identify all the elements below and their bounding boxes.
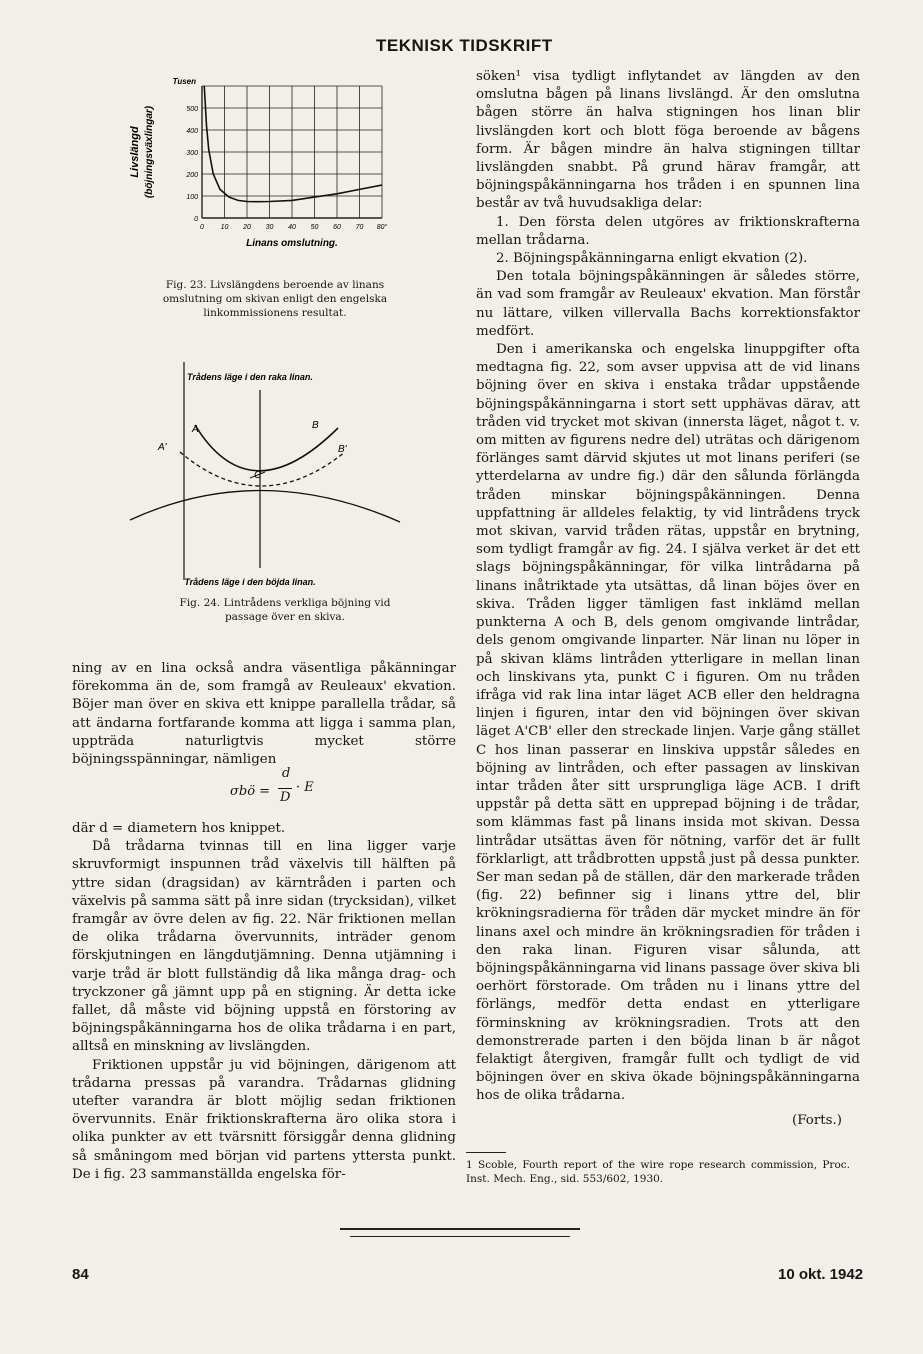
right-column bbox=[476, 68, 860, 1130]
right-paragraph-3: Den i amerikanska och engelska linuppgifter ofta medtagna fig. 22, som avser uppvisa att de vid linans böjning över en skiva i enstaka trådar uppstående böjningspåkänningarna i stort sett upphävas därav, att tråden vid trycket mot skivan (innersta läget, något t. v. om mitten av figurens nedre del) uträtas och därigenom förlänges samt därvid skjutes ut mot linans periferi (se ytterdelarna av undre fig.) där den sålunda förlängda tråden minskar böjningspåkänningen. Denna uppfattning är alldeles felaktig, ty vid lintrådens tryck mot skivan, varvid tråden rätas, uppstår en brytning, som tydligt framgår av fig. 24. I själva verket är det ett slags böjningspåkänningar, för vilka lintrådarna på linans inåtriktade yta utsättas, då linan böjes över en skiva. Tråden ligger tämligen fast inklämd mellan punkterna A och B, dels genom omgivande lintrådar, dels genom omgivande linparter. När linan nu löper in på skivan kläms lintråden ytterligare in mellan linan och linskivans yta, punkt C i figuren. Om nu tråden ifråga vid rak lina intar läget ACB eller den heldragna linjen i figuren, intar den vid böjningen över skivan läget A'CB' eller den streckade linjen. Varje gång stället C hos linan passerar en linskiva uppstår således en böjning av lintråden, och efter passagen av linskivan intar tråden åter sitt ursprungliga läge ACB. I drift uppstår på detta sätt en upprepad böjning i de trådar, som klämmas fast på linans insida mot skivan. Dessa lintrådar utsättas även för nötning, varför det är fullt förklarligt, att trådbrotten uppstå just på dessa punkter. Ser man sedan på de ställen, där den markerade tråden (fig. 22) befinner sig i linans yttre del, blir krökningsradierna för tråden där mycket mindre än för linans axel och mindre än krökningsradien för tråden i den raka linan. Figuren visar sålunda, att böjningspåkänningarna vid linans passage över skiva bli oerhört förstorade. Om tråden nu i linans yttre del förlängs, medför detta endast en ytterligare förminskning av krökningsradien. Trots att den demonstrerade parten i den böjda linan b är något felaktigt återgiven, framgår fullt och tydligt de vid böjningen över en skiva ökade böjningspåkänningarna hos de olika trådarna. bbox=[476, 342, 860, 1104]
right-item-2: 2. Böjningspåkänningarna enligt ekvation (2). bbox=[496, 251, 808, 267]
right-paragraph-1: söken¹ visa tydligt inflytandet av längden av den omslutna bågen på linans livslängd. Är den omslutna bågen större än halva stigningen hos linan blir livslängden kort och blott föga beroende av bågens form. Är bågen mindre än halva stigningen tilltar livslängden snabbt. På grund härav framgår, att böjningspåkänningarna hos tråden i en spunnen lina består av två huvudsakliga delar: bbox=[476, 69, 860, 212]
fig23-y-tick-label: 0 bbox=[194, 216, 198, 223]
fig23-x-tick-label: 60 bbox=[333, 224, 341, 231]
fig24-point-b: B bbox=[312, 420, 319, 431]
fig23-x-tick-label: 10 bbox=[220, 224, 229, 231]
fig23-y-unit: Tusen bbox=[172, 77, 196, 86]
fig24-label-top: Trådens läge i den raka linan. bbox=[187, 372, 313, 382]
left-column bbox=[72, 660, 456, 769]
fig24-caption: Fig. 24. Lintrådens verkliga böjning vid passage över en skiva. bbox=[179, 597, 391, 623]
fig23-x-tick-label: 80° bbox=[376, 224, 388, 231]
bottom-rule-2 bbox=[350, 1236, 570, 1237]
fig23-caption: Fig. 23. Livslängdens beroende av linans omslutning om skivan enligt den engelska linkommissionens resultat. bbox=[162, 279, 388, 319]
right-item-1: 1. Den första delen utgöres av friktionskrafterna mellan trådarna. bbox=[476, 214, 860, 248]
fig23-chart bbox=[120, 74, 390, 274]
formula-sigma bbox=[230, 766, 350, 812]
fig24-point-c: C bbox=[254, 470, 262, 481]
fig24-sheave-arc bbox=[130, 490, 400, 522]
formula-denominator: D bbox=[280, 790, 291, 805]
formula-numerator: d bbox=[282, 766, 291, 781]
fig23-y-tick-label: 400 bbox=[186, 128, 198, 135]
figure-23 bbox=[120, 74, 390, 274]
fig23-ylabel-line1: Livslängd bbox=[129, 126, 141, 178]
fig23-y-tick-label: 200 bbox=[186, 172, 198, 179]
fig23-y-tick-label: 500 bbox=[186, 106, 198, 113]
fig24-point-a: A bbox=[192, 424, 199, 435]
fig23-x-tick-label: 50 bbox=[310, 224, 319, 231]
left-paragraph-2: där d = diametern hos knippet. bbox=[72, 821, 286, 836]
fig23-xlabel: Linans omslutning. bbox=[246, 238, 338, 249]
fig23-x-tick-label: 20 bbox=[243, 224, 251, 231]
fig23-x-tick-label: 70 bbox=[355, 224, 364, 231]
left-paragraph-4: Friktionen uppstår ju vid böjningen, därigenom att trådarna pressas på varandra. Trådarnas glidning utefter varandra är blott möjlig sedan friktionen övervunnits. Enär friktionskrafterna äro olika stora i olika punkter av ett tvärsnitt försiggår denna glidning så småningom med början vid partens yttersta punkt. De i fig. 23 sammanställda engelska för- bbox=[72, 1057, 456, 1182]
fig24-wire-dashed bbox=[180, 452, 345, 486]
fig24-label-bottom: Trådens läge i den böjda linan. bbox=[184, 577, 316, 587]
bottom-rule-1 bbox=[340, 1228, 580, 1230]
fig24-wire-solid bbox=[195, 425, 338, 471]
fig24-point-a-prime: A' bbox=[158, 442, 167, 453]
figure-24 bbox=[100, 340, 430, 600]
page-number: 84 bbox=[72, 1266, 89, 1283]
fig23-y-tick-label: 100 bbox=[186, 194, 198, 201]
left-paragraph-3: Då trådarna tvinnas till en lina ligger varje skruvformigt inspunnen tråd växelvis till hälften på yttre sidan (dragsidan) av kärntråden i parten och växelvis på samma sätt på inre sidan (trycksidan), vilket framgår av övre delen av fig. 22. När friktionen mellan de olika trådarna övervunnits, inträder genom förskjutningen en längdutjämning. Denna utjämning i varje tråd är blott fullständig då lika många drag- och tryckzoner gå jämnt upp på en stigning. Är detta icke fallet, då måste vid böjning uppstå en förstoring av böjningspåkänningarna hos de olika trådarna i en part, alltså en minskning av livslängden. bbox=[72, 839, 456, 1055]
left-column-lower bbox=[72, 820, 456, 1184]
fig24-point-b-prime: B' bbox=[338, 444, 347, 455]
fig23-ylabel-line2: (böjningsväxlingar) bbox=[144, 105, 155, 199]
issue-date: 10 okt. 1942 bbox=[778, 1266, 864, 1283]
fig23-x-tick-label: 40 bbox=[288, 224, 296, 231]
footnote: 1 Scoble, Fourth report of the wire rope research commission, Proc. Inst. Mech. Eng., sid. 553/602, 1930. bbox=[466, 1159, 850, 1185]
formula-rhs: · E bbox=[296, 780, 314, 795]
fig24-diagram bbox=[100, 340, 430, 600]
fig23-x-tick-label: 0 bbox=[200, 224, 204, 231]
right-paragraph-2: Den totala böjningspåkänningen är således större, än vad som framgår av Reuleaux' ekvation. Man förstår nu lättare, vilken villervalla Bachs korrektionsfaktor medfört. bbox=[476, 269, 860, 339]
formula-lhs: σbö = bbox=[230, 784, 271, 799]
fig23-series-line bbox=[204, 86, 382, 202]
forts-label: (Forts.) bbox=[792, 1112, 842, 1128]
footnote-rule bbox=[466, 1152, 506, 1153]
fig23-x-tick-label: 30 bbox=[265, 224, 274, 231]
fig23-y-tick-label: 300 bbox=[186, 150, 198, 157]
journal-header: TEKNISK TIDSKRIFT bbox=[376, 36, 553, 55]
left-paragraph-1: ning av en lina också andra väsentliga påkänningar förekomma än de, som framgå av Reuleaux' ekvation. Böjer man över en skiva ett knippe parallella trådar, så att ändarna fortfarande komma att ligga i samma plan, uppträda naturligtvis mycket större böjningsspänningar, nämligen bbox=[72, 661, 456, 768]
formula-fraction-bar bbox=[278, 788, 292, 789]
